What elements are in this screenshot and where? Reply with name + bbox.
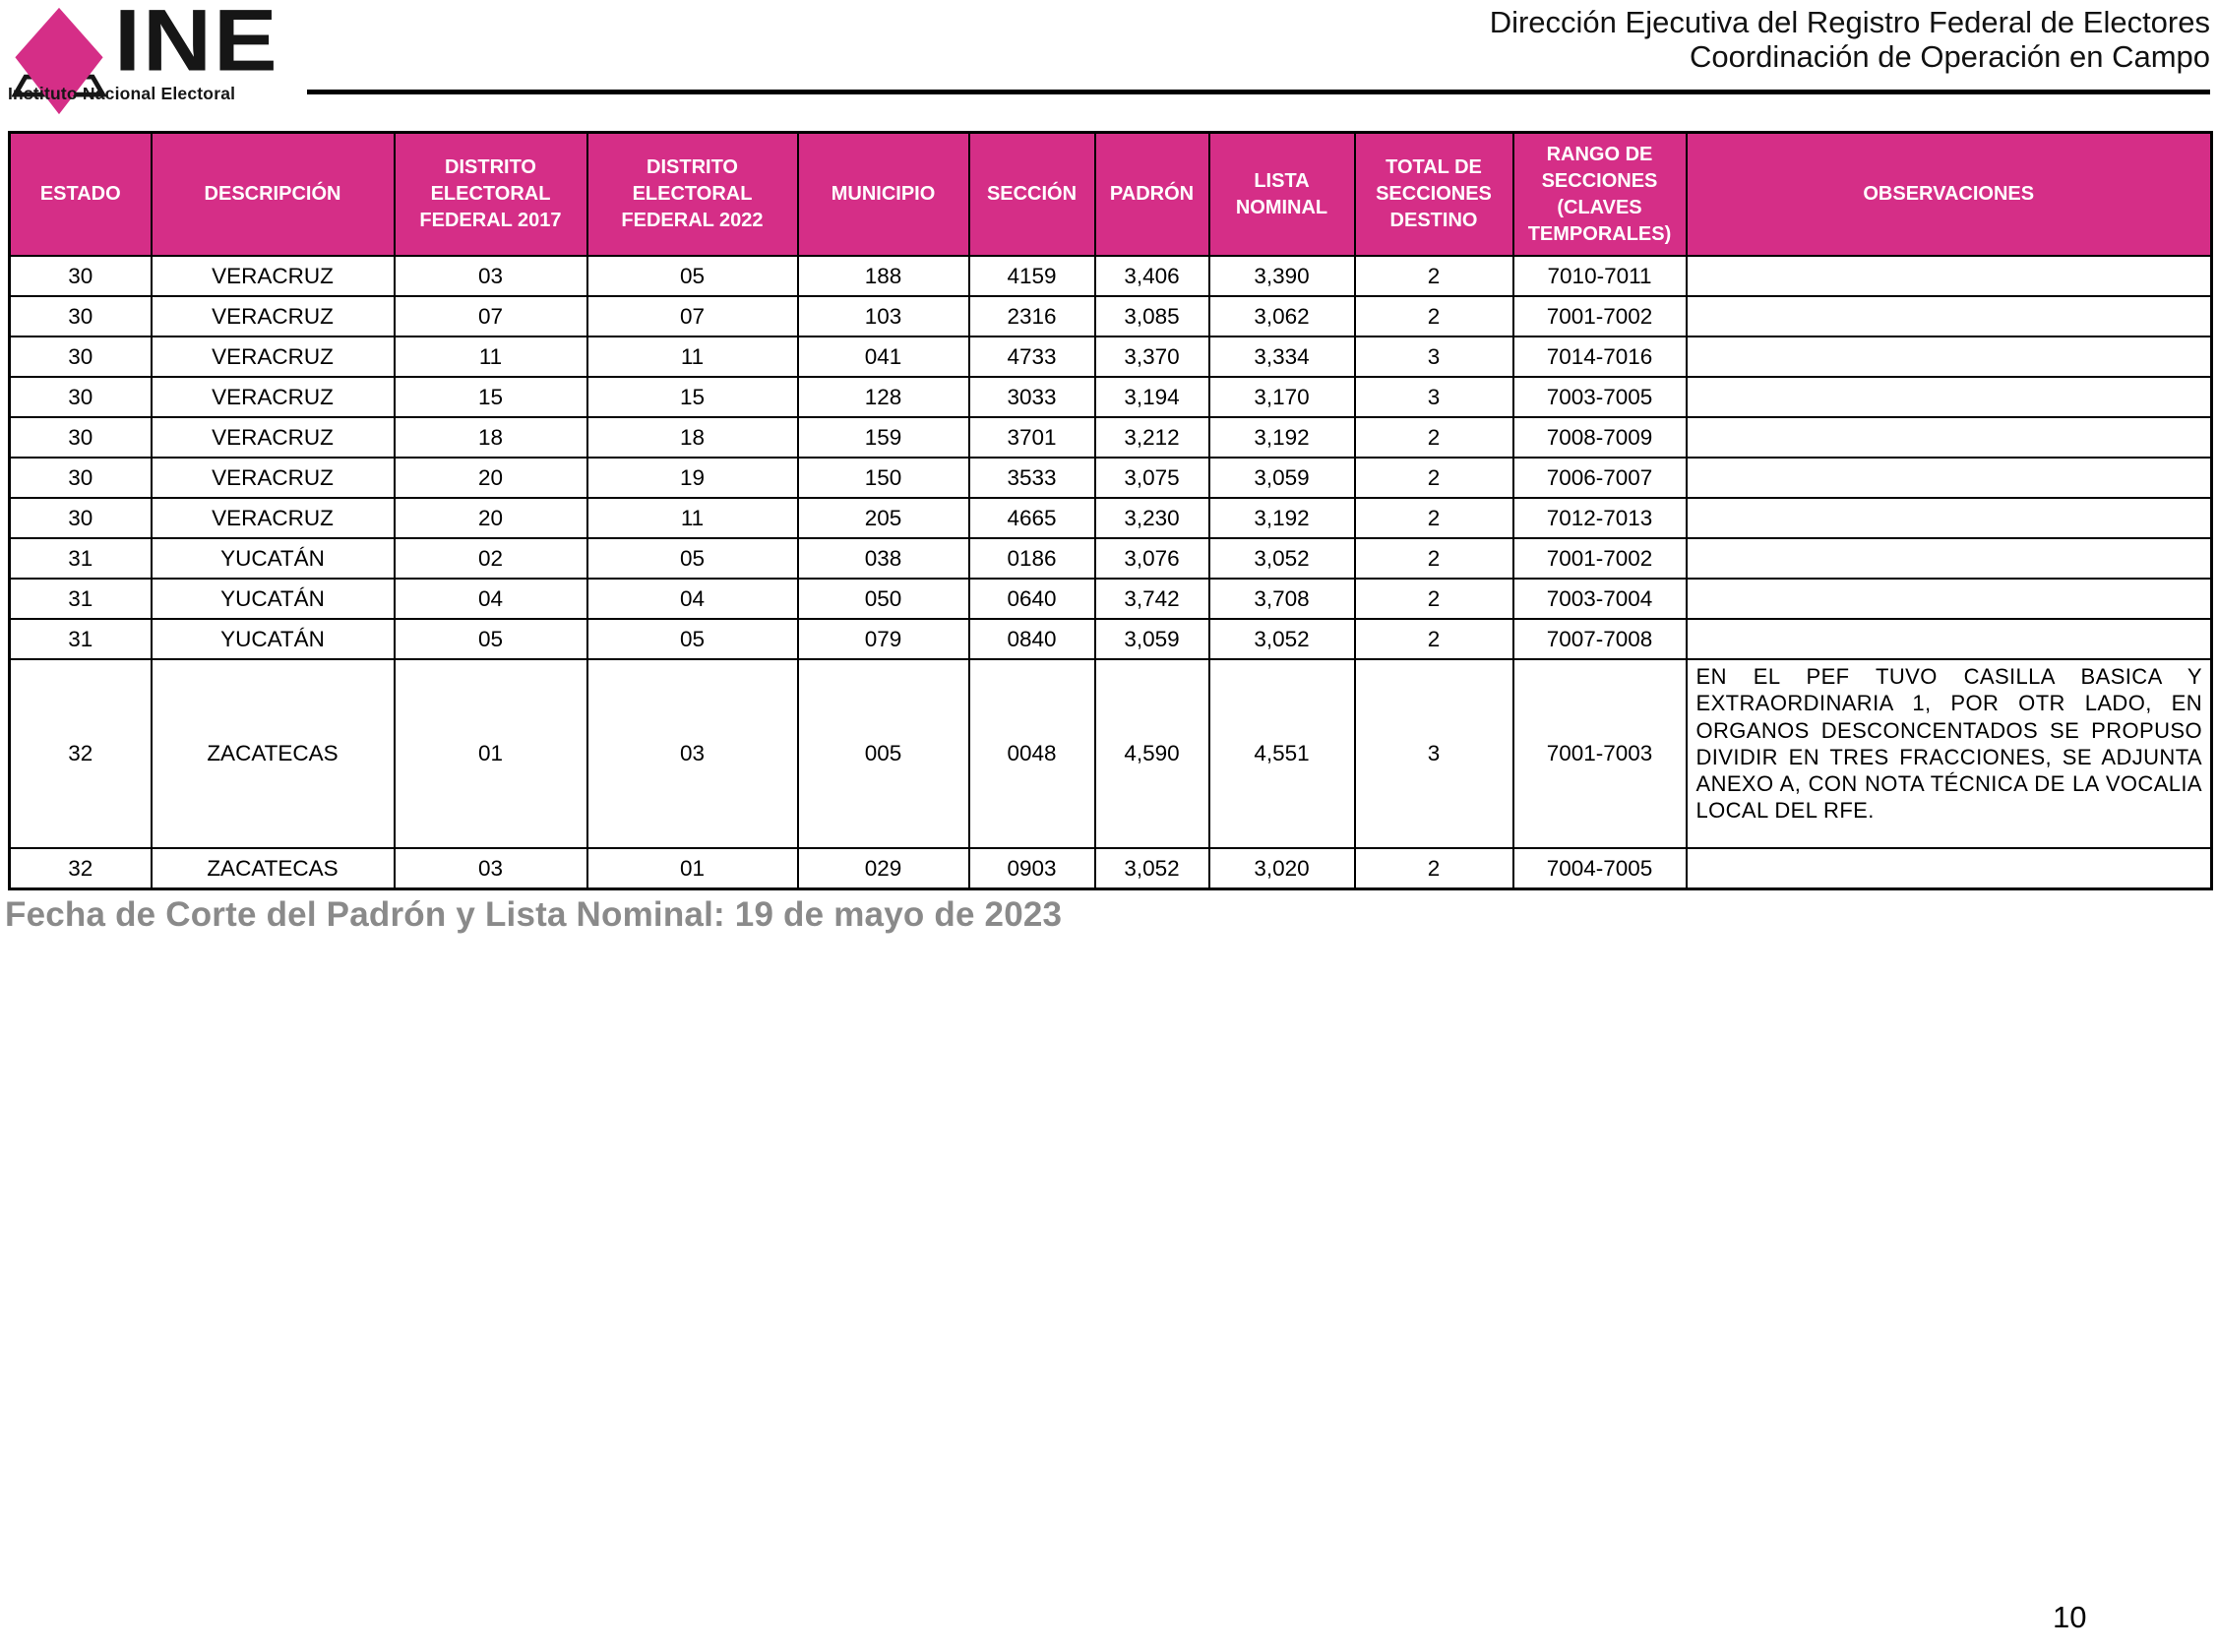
cell-descripcion: ZACATECAS xyxy=(152,848,395,889)
cell-descripcion: YUCATÁN xyxy=(152,579,395,619)
cell-distrito-federal-2022: 04 xyxy=(587,579,798,619)
header-department xyxy=(1490,5,2210,74)
cell-municipio: 041 xyxy=(798,337,969,377)
cell-estado: 31 xyxy=(10,579,152,619)
cell-descripcion: VERACRUZ xyxy=(152,417,395,458)
cell-distrito-federal-2022: 05 xyxy=(587,538,798,579)
cell-rango-secciones: 7012-7013 xyxy=(1513,498,1687,538)
cell-lista-nominal: 3,192 xyxy=(1209,498,1355,538)
cell-descripcion: VERACRUZ xyxy=(152,337,395,377)
cell-municipio: 050 xyxy=(798,579,969,619)
table-row xyxy=(10,659,2212,848)
cell-rango-secciones: 7004-7005 xyxy=(1513,848,1687,889)
cell-distrito-federal-2017: 20 xyxy=(395,498,587,538)
department-line1: Dirección Ejecutiva del Registro Federal de Electores xyxy=(1489,5,2210,39)
cell-seccion: 3701 xyxy=(969,417,1095,458)
cell-lista-nominal: 3,052 xyxy=(1209,619,1355,659)
table-row xyxy=(10,377,2212,417)
cell-total-secciones-destino: 2 xyxy=(1355,296,1513,337)
table-row xyxy=(10,498,2212,538)
cell-descripcion: YUCATÁN xyxy=(152,538,395,579)
cell-padron: 3,212 xyxy=(1095,417,1209,458)
cell-rango-secciones: 7001-7002 xyxy=(1513,538,1687,579)
cell-observaciones xyxy=(1687,417,2212,458)
cell-estado: 30 xyxy=(10,498,152,538)
table-header-row xyxy=(10,133,2212,257)
cell-observaciones xyxy=(1687,579,2212,619)
cell-observaciones xyxy=(1687,498,2212,538)
cell-distrito-federal-2017: 07 xyxy=(395,296,587,337)
cell-estado: 31 xyxy=(10,619,152,659)
cell-distrito-federal-2022: 05 xyxy=(587,619,798,659)
table-row xyxy=(10,337,2212,377)
cell-lista-nominal: 3,020 xyxy=(1209,848,1355,889)
cell-distrito-federal-2022: 11 xyxy=(587,337,798,377)
cell-total-secciones-destino: 2 xyxy=(1355,619,1513,659)
cell-seccion: 4733 xyxy=(969,337,1095,377)
page-number: 10 xyxy=(2053,1600,2087,1634)
cell-seccion: 0840 xyxy=(969,619,1095,659)
cell-distrito-federal-2017: 15 xyxy=(395,377,587,417)
cell-municipio: 205 xyxy=(798,498,969,538)
cell-distrito-federal-2017: 11 xyxy=(395,337,587,377)
cell-estado: 30 xyxy=(10,458,152,498)
cell-seccion: 0186 xyxy=(969,538,1095,579)
cell-descripcion: VERACRUZ xyxy=(152,498,395,538)
cell-lista-nominal: 3,062 xyxy=(1209,296,1355,337)
cell-total-secciones-destino: 2 xyxy=(1355,256,1513,296)
cell-observaciones xyxy=(1687,337,2212,377)
cell-estado: 32 xyxy=(10,848,152,889)
cell-lista-nominal: 3,708 xyxy=(1209,579,1355,619)
cell-observaciones xyxy=(1687,256,2212,296)
cell-descripcion: YUCATÁN xyxy=(152,619,395,659)
cell-distrito-federal-2022: 05 xyxy=(587,256,798,296)
cell-municipio: 150 xyxy=(798,458,969,498)
table-row xyxy=(10,848,2212,889)
cell-total-secciones-destino: 2 xyxy=(1355,417,1513,458)
cell-observaciones: EN EL PEF TUVO CASILLA BASICA Y EXTRAORDINARIA 1, POR OTR LADO, EN ORGANOS DESCONCENTADOS SE PROPUSO DIVIDIR EN TRES FRACCIONES, SE ADJUNTA ANEXO A, CON NOTA TÉCNICA DE LA VOCALIA LOCAL DEL RFE. xyxy=(1687,659,2212,848)
column-header-total-secciones-destino: TOTAL DE SECCIONES DESTINO xyxy=(1355,133,1513,257)
cell-descripcion: ZACATECAS xyxy=(152,659,395,848)
cell-lista-nominal: 3,052 xyxy=(1209,538,1355,579)
sections-table xyxy=(8,131,2213,890)
cell-seccion: 0640 xyxy=(969,579,1095,619)
table-row xyxy=(10,417,2212,458)
cell-total-secciones-destino: 2 xyxy=(1355,848,1513,889)
cell-observaciones xyxy=(1687,458,2212,498)
cell-distrito-federal-2022: 11 xyxy=(587,498,798,538)
cell-municipio: 188 xyxy=(798,256,969,296)
table-row xyxy=(10,256,2212,296)
column-header-distrito-federal-2017: DISTRITO ELECTORAL FEDERAL 2017 xyxy=(395,133,587,257)
column-header-padron: PADRÓN xyxy=(1095,133,1209,257)
cell-observaciones xyxy=(1687,538,2212,579)
ine-logo-text: INE xyxy=(114,0,279,90)
cell-municipio: 159 xyxy=(798,417,969,458)
cell-padron: 3,742 xyxy=(1095,579,1209,619)
cell-padron: 3,059 xyxy=(1095,619,1209,659)
cell-estado: 30 xyxy=(10,337,152,377)
cell-distrito-federal-2017: 02 xyxy=(395,538,587,579)
cell-padron: 3,230 xyxy=(1095,498,1209,538)
cell-padron: 3,194 xyxy=(1095,377,1209,417)
cell-distrito-federal-2017: 03 xyxy=(395,256,587,296)
cell-lista-nominal: 3,334 xyxy=(1209,337,1355,377)
cell-total-secciones-destino: 3 xyxy=(1355,377,1513,417)
cutoff-note: Fecha de Corte del Padrón y Lista Nominal: 19 de mayo de 2023 xyxy=(5,895,1063,934)
cell-seccion: 3033 xyxy=(969,377,1095,417)
cell-municipio: 038 xyxy=(798,538,969,579)
cell-estado: 31 xyxy=(10,538,152,579)
cell-seccion: 3533 xyxy=(969,458,1095,498)
cell-observaciones xyxy=(1687,848,2212,889)
column-header-distrito-federal-2022: DISTRITO ELECTORAL FEDERAL 2022 xyxy=(587,133,798,257)
cell-observaciones xyxy=(1687,619,2212,659)
cell-rango-secciones: 7003-7005 xyxy=(1513,377,1687,417)
cell-rango-secciones: 7006-7007 xyxy=(1513,458,1687,498)
cell-municipio: 079 xyxy=(798,619,969,659)
cell-total-secciones-destino: 2 xyxy=(1355,498,1513,538)
cell-total-secciones-destino: 3 xyxy=(1355,659,1513,848)
cell-distrito-federal-2022: 01 xyxy=(587,848,798,889)
cell-padron: 3,052 xyxy=(1095,848,1209,889)
cell-rango-secciones: 7003-7004 xyxy=(1513,579,1687,619)
cell-rango-secciones: 7014-7016 xyxy=(1513,337,1687,377)
column-header-estado: ESTADO xyxy=(10,133,152,257)
cell-seccion: 4665 xyxy=(969,498,1095,538)
cell-municipio: 128 xyxy=(798,377,969,417)
cell-observaciones xyxy=(1687,377,2212,417)
cell-total-secciones-destino: 2 xyxy=(1355,579,1513,619)
cell-municipio: 103 xyxy=(798,296,969,337)
cell-rango-secciones: 7007-7008 xyxy=(1513,619,1687,659)
cell-distrito-federal-2017: 04 xyxy=(395,579,587,619)
cell-lista-nominal: 3,059 xyxy=(1209,458,1355,498)
cell-padron: 3,370 xyxy=(1095,337,1209,377)
column-header-descripcion: DESCRIPCIÓN xyxy=(152,133,395,257)
cell-distrito-federal-2022: 03 xyxy=(587,659,798,848)
cell-padron: 3,085 xyxy=(1095,296,1209,337)
header-rule xyxy=(307,90,2210,94)
cell-estado: 30 xyxy=(10,256,152,296)
cell-padron: 3,406 xyxy=(1095,256,1209,296)
cell-municipio: 005 xyxy=(798,659,969,848)
cell-seccion: 0903 xyxy=(969,848,1095,889)
table-row xyxy=(10,538,2212,579)
cell-descripcion: VERACRUZ xyxy=(152,296,395,337)
cell-total-secciones-destino: 2 xyxy=(1355,458,1513,498)
cell-distrito-federal-2017: 18 xyxy=(395,417,587,458)
cell-distrito-federal-2022: 19 xyxy=(587,458,798,498)
cell-estado: 30 xyxy=(10,417,152,458)
cell-lista-nominal: 3,170 xyxy=(1209,377,1355,417)
cell-total-secciones-destino: 2 xyxy=(1355,538,1513,579)
cell-seccion: 2316 xyxy=(969,296,1095,337)
column-header-observaciones: OBSERVACIONES xyxy=(1687,133,2212,257)
cell-distrito-federal-2017: 20 xyxy=(395,458,587,498)
table-row xyxy=(10,619,2212,659)
cell-estado: 30 xyxy=(10,296,152,337)
cell-padron: 3,076 xyxy=(1095,538,1209,579)
column-header-lista-nominal: LISTA NOMINAL xyxy=(1209,133,1355,257)
cell-descripcion: VERACRUZ xyxy=(152,458,395,498)
cell-rango-secciones: 7010-7011 xyxy=(1513,256,1687,296)
cell-distrito-federal-2017: 03 xyxy=(395,848,587,889)
cell-distrito-federal-2022: 15 xyxy=(587,377,798,417)
cell-lista-nominal: 3,192 xyxy=(1209,417,1355,458)
cell-estado: 30 xyxy=(10,377,152,417)
cell-distrito-federal-2022: 07 xyxy=(587,296,798,337)
column-header-rango-secciones: RANGO DE SECCIONES (CLAVES TEMPORALES) xyxy=(1513,133,1687,257)
column-header-municipio: MUNICIPIO xyxy=(798,133,969,257)
department-line2: Coordinación de Operación en Campo xyxy=(1689,39,2210,75)
ine-logo-subtitle: Instituto Nacional Electoral xyxy=(8,84,236,103)
cell-rango-secciones: 7001-7002 xyxy=(1513,296,1687,337)
cell-rango-secciones: 7001-7003 xyxy=(1513,659,1687,848)
cell-distrito-federal-2017: 05 xyxy=(395,619,587,659)
cell-seccion: 4159 xyxy=(969,256,1095,296)
cell-municipio: 029 xyxy=(798,848,969,889)
cell-descripcion: VERACRUZ xyxy=(152,256,395,296)
column-header-seccion: SECCIÓN xyxy=(969,133,1095,257)
cell-estado: 32 xyxy=(10,659,152,848)
cell-distrito-federal-2022: 18 xyxy=(587,417,798,458)
cell-descripcion: VERACRUZ xyxy=(152,377,395,417)
cell-distrito-federal-2017: 01 xyxy=(395,659,587,848)
table-row xyxy=(10,579,2212,619)
cell-padron: 3,075 xyxy=(1095,458,1209,498)
cell-seccion: 0048 xyxy=(969,659,1095,848)
cell-lista-nominal: 4,551 xyxy=(1209,659,1355,848)
cell-rango-secciones: 7008-7009 xyxy=(1513,417,1687,458)
table-row xyxy=(10,296,2212,337)
cell-observaciones xyxy=(1687,296,2212,337)
cell-total-secciones-destino: 3 xyxy=(1355,337,1513,377)
table-row xyxy=(10,458,2212,498)
cell-padron: 4,590 xyxy=(1095,659,1209,848)
cell-lista-nominal: 3,390 xyxy=(1209,256,1355,296)
